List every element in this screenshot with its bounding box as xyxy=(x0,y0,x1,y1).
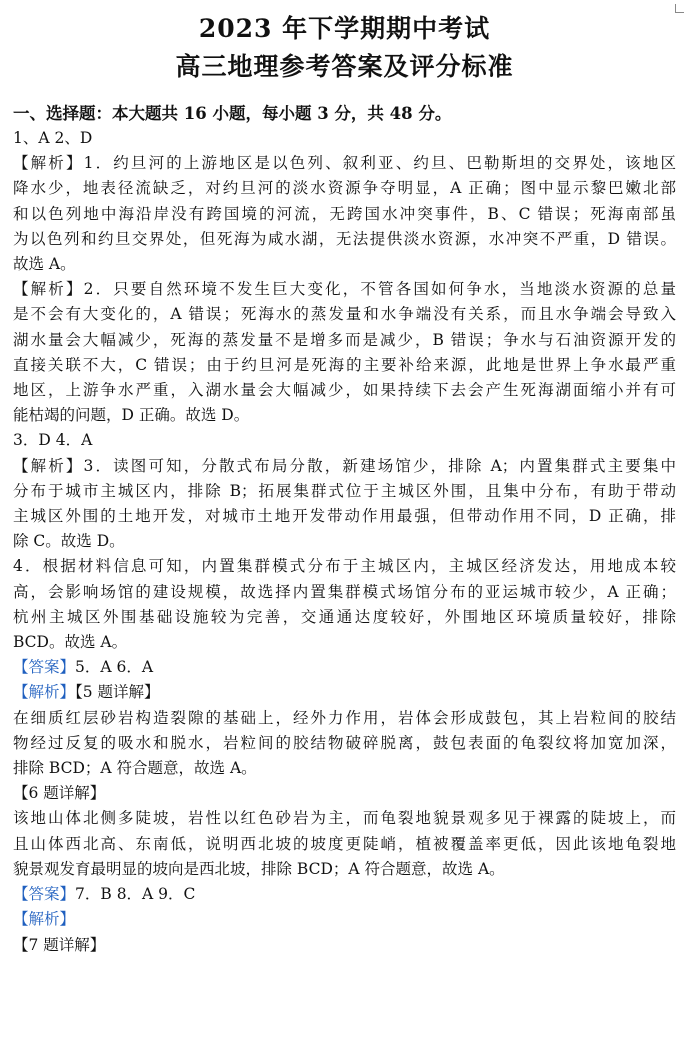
page-subtitle: 高三地理参考答案及评分标准 xyxy=(175,52,514,81)
text-line: 和以色列地中海沿岸没有跨国境的河流，无跨国水冲突事件，B、C 错误；死海南部虽 xyxy=(13,204,676,223)
answer-line-3-4: 3．D 4．A xyxy=(13,431,93,450)
text-line: 为以色列和约旦交界处，但死海为咸水湖，无法提供淡水资源，水冲突不严重，D 错误。 xyxy=(13,229,676,248)
text-line: 4．根据材料信息可知，内置集群模式分布于主城区内，主城区经济发达，用地成本较 xyxy=(13,557,676,576)
text-line: 貌景观发育最明显的坡向是西北坡，排除 BCD；A 符合题意，故选 A。 xyxy=(13,859,505,878)
text-line: 主城区外围的土地开发，对城市土地开发带动作用最强，但带动作用不同，D 正确，排 xyxy=(13,507,676,526)
explanation-label-7-9: 【解析】 xyxy=(13,910,76,929)
answer-line-7-9 xyxy=(13,882,676,907)
answer-line-5-6 xyxy=(13,655,676,680)
explanation-q2 xyxy=(13,277,676,428)
text-line: 该地山体北侧多陡坡，岩性以红色砂岩为主，而龟裂地貌景观多见于裸露的陡坡上，而 xyxy=(13,809,676,828)
explanation-label: 【解析】 xyxy=(13,683,76,702)
explanation-q1 xyxy=(13,151,676,277)
page-corner-mark xyxy=(675,4,684,13)
explanation-q6 xyxy=(13,806,676,882)
text-line: 直接关联不大，C 错误；由于约旦河是死海的主要补给来源，此地是世界上争水最严重 xyxy=(13,355,676,374)
text-line: 降水少，地表径流缺乏，对约旦河的淡水资源争夺明显，A 正确；图中显示黎巴嫩北部 xyxy=(13,179,676,198)
text-line: 【解析】1．约旦河的上游地区是以色列、叙利亚、约旦、巴勒斯坦的交界处，该地区 xyxy=(13,154,676,173)
sub-heading-q5: 【5 题详解】 xyxy=(75,683,160,702)
section-heading: 一、选择题：本大题共 16 小题，每小题 3 分，共 48 分。 xyxy=(13,104,452,123)
text-line: 在细质红层砂岩构造裂隙的基础上，经外力作用，岩体会形成鼓包，其上岩粒间的胶结 xyxy=(13,708,676,727)
text-line: 地区，上游争水严重，入湖水量会大幅减少，如果持续下去会产生死海湖面缩小并有可 xyxy=(13,381,676,400)
answer-text: 7．B 8．A 9．C xyxy=(75,885,196,904)
text-line: 杭州主城区外围基础设施较为完善，交通通达度较好，外围地区环境质量较好，排除 xyxy=(13,607,676,626)
explanation-head-5-6 xyxy=(13,680,676,705)
explanation-q4 xyxy=(13,554,676,655)
text-line: 故选 A。 xyxy=(13,255,76,274)
text-line: 能枯竭的问题，D 正确。故选 D。 xyxy=(13,406,250,425)
text-line: 排除 BCD；A 符合题意，故选 A。 xyxy=(13,759,257,778)
text-line: 湖水量会大幅减少，死海的蒸发量不是增多而是减少，B 错误；争水与石油资源开发的 xyxy=(13,330,676,349)
text-line: 物经过反复的吸水和脱水，岩粒间的胶结物破碎脱离，鼓包表面的龟裂纹将加宽加深， xyxy=(13,733,676,752)
text-line: 【解析】2．只要自然环境不发生巨大变化，不管各国如何争水，当地淡水资源的总量 xyxy=(13,280,676,299)
explanation-q3 xyxy=(13,454,676,555)
text-line: 分布于城市主城区内，排除 B；拓展集群式位于主城区外围，且集中分布，有助于带动 xyxy=(13,481,676,500)
text-line: 除 C。故选 D。 xyxy=(13,532,125,551)
text-line: 是不会有大变化的，A 错误；死海水的蒸发量和水争端没有关系，而且水争端会导致入 xyxy=(13,305,676,324)
text-line: 高，会影响场馆的建设规模，故选择内置集群模式场馆分布的亚运城市较少，A 正确； xyxy=(13,582,676,601)
text-line: 且山体西北高、东南低，说明西北坡的坡度更陡峭，植被覆盖率更低，因此该地龟裂地 xyxy=(13,834,676,853)
answer-label: 【答案】 xyxy=(13,658,76,677)
text-line: BCD。故选 A。 xyxy=(13,633,128,652)
answer-line-1-2: 1、A 2、D xyxy=(13,129,93,147)
explanation-q5 xyxy=(13,706,676,782)
answer-label: 【答案】 xyxy=(13,885,76,904)
sub-heading-q7: 【7 题详解】 xyxy=(13,935,106,954)
page-title: 2023 年下学期期中考试 xyxy=(198,14,491,43)
text-line: 【解析】3．读图可知，分散式布局分散，新建场馆少，排除 A；内置集群式主要集中 xyxy=(13,456,676,475)
sub-heading-q6: 【6 题详解】 xyxy=(13,784,106,803)
answer-text: 5．A 6．A xyxy=(75,658,154,677)
